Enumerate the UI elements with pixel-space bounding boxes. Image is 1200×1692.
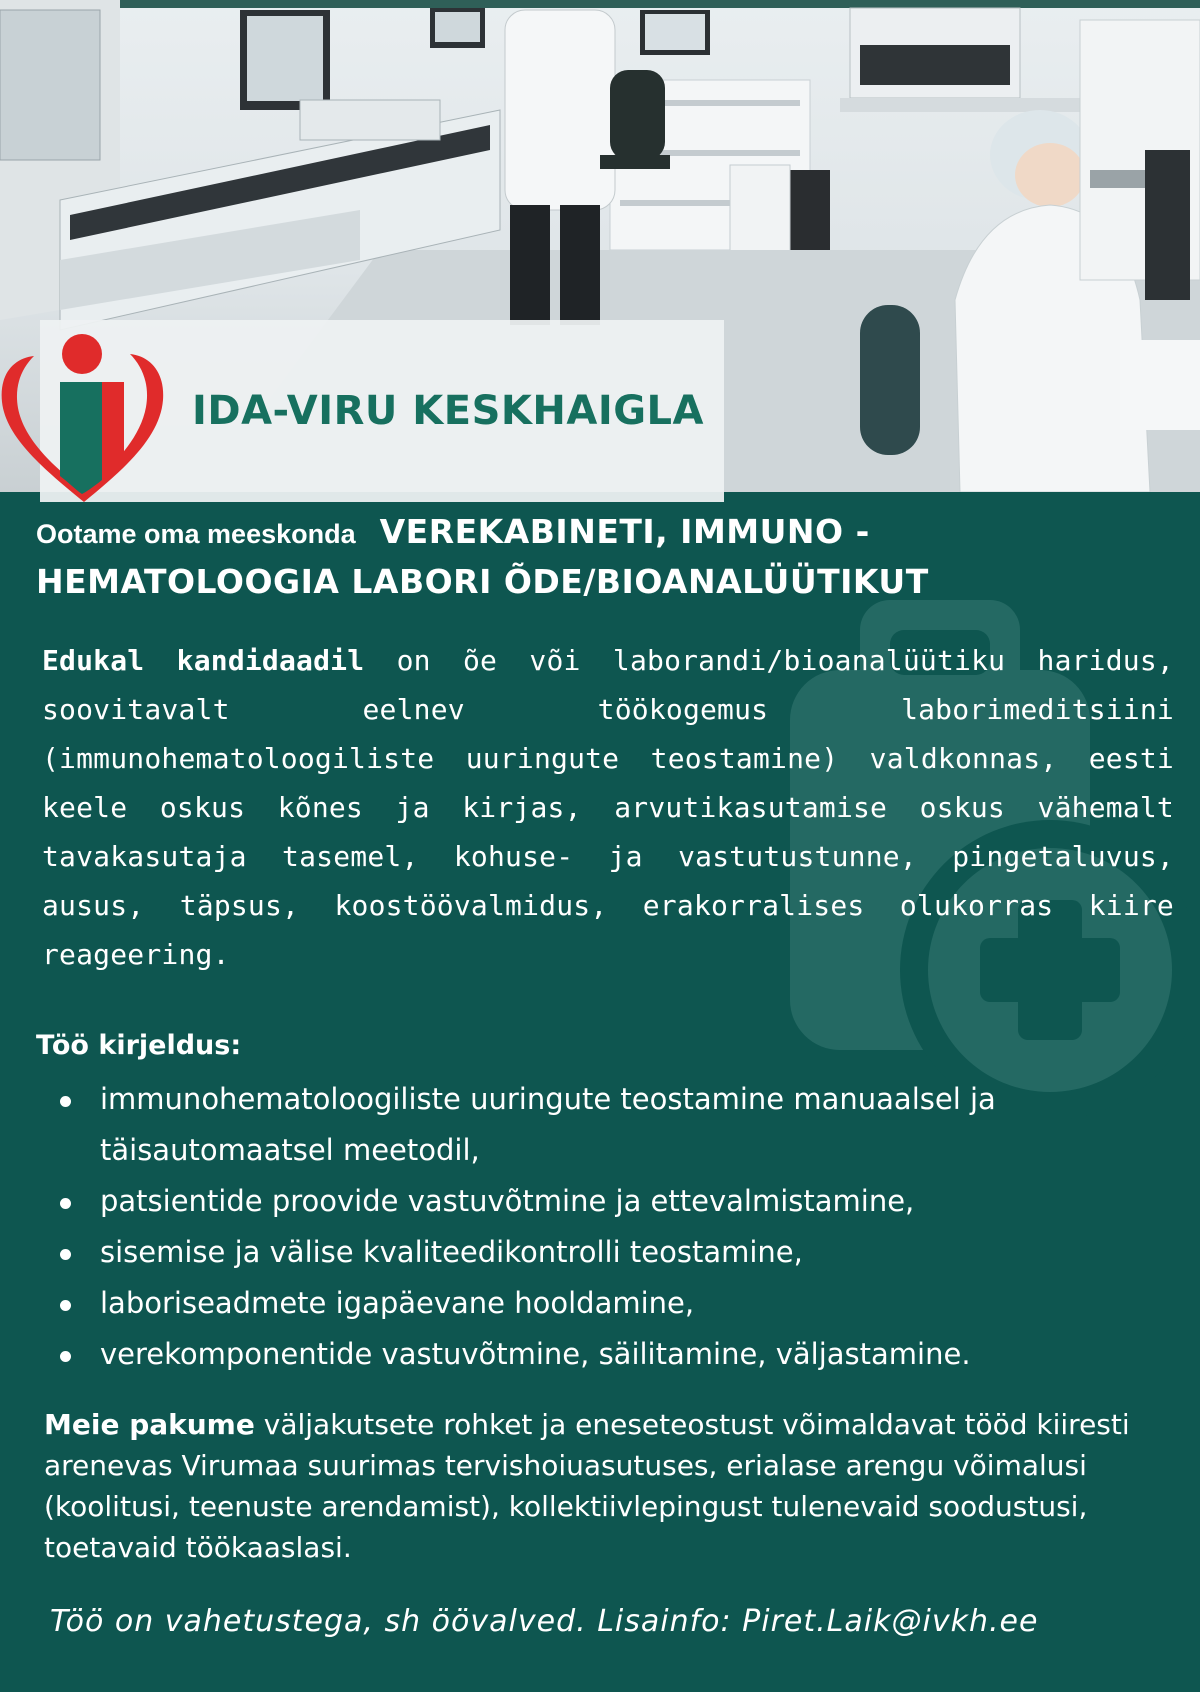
requirements-text: on õe või laborandi/bioanalüütiku haridus, soovitavalt eelnev töökogemus laborimeditsiini (immunohematoloogiliste uuringute teostamine) valdkonnas, eesti keele oskus kõnes ja kirjas, arvutikasutamise oskus vähemalt tavakasutaja tasemel, kohuse- ja vastutustunne, pingetaluvus, ausus, täpsus, koostöövalmidus, erakorralises olukorras kiire reageering. — [42, 644, 1174, 971]
list-item: patsientide proovide vastuvõtmine ja ettevalmistamine, — [60, 1176, 1180, 1227]
list-item: immunohematoloogiliste uuringute teostamine manuaalsel ja täisautomaatsel meetodil, — [60, 1074, 1180, 1176]
contact-footer: Töö on vahetustega, sh öövalved. Lisainfo: Piret.Laik@ivkh.ee — [50, 1604, 1039, 1639]
list-item: verekomponentide vastuvõtmine, säilitamine, väljastamine. — [60, 1329, 1180, 1380]
offer-lead: Meie pakume — [44, 1408, 255, 1441]
hospital-name: IDA-VIRU KESKHAIGLA — [192, 388, 704, 434]
duties-title: Töö kirjeldus: — [36, 1030, 242, 1061]
job-title-line1: VEREKABINETI, IMMUNO - — [379, 512, 870, 551]
duties-list — [60, 1074, 1180, 1380]
headline-intro: Ootame oma meeskonda — [36, 519, 356, 549]
list-item: sisemise ja välise kvaliteedikontrolli teostamine, — [60, 1227, 1180, 1278]
requirements-lead: Edukal kandidaadil — [42, 644, 365, 677]
hospital-logo-heart-icon — [0, 330, 170, 510]
requirements-paragraph — [42, 636, 1174, 979]
job-headline — [36, 510, 1176, 604]
offer-text: väljakutsete rohket ja eneseteostust võimaldavat tööd kiiresti arenevas Virumaa suurimas tervishoiuasutuses, erialase arengu võimalusi (koolitusi, teenuste arendamist), kollektiivlepingust tulenevaid soodustusi, toetavaid töökaaslasi. — [44, 1408, 1130, 1564]
offer-paragraph — [44, 1404, 1174, 1568]
job-title-line2: HEMATOLOOGIA LABORI ÕDE/BIOANALÜÜTIKUT — [36, 562, 929, 601]
list-item: laboriseadmete igapäevane hooldamine, — [60, 1278, 1180, 1329]
